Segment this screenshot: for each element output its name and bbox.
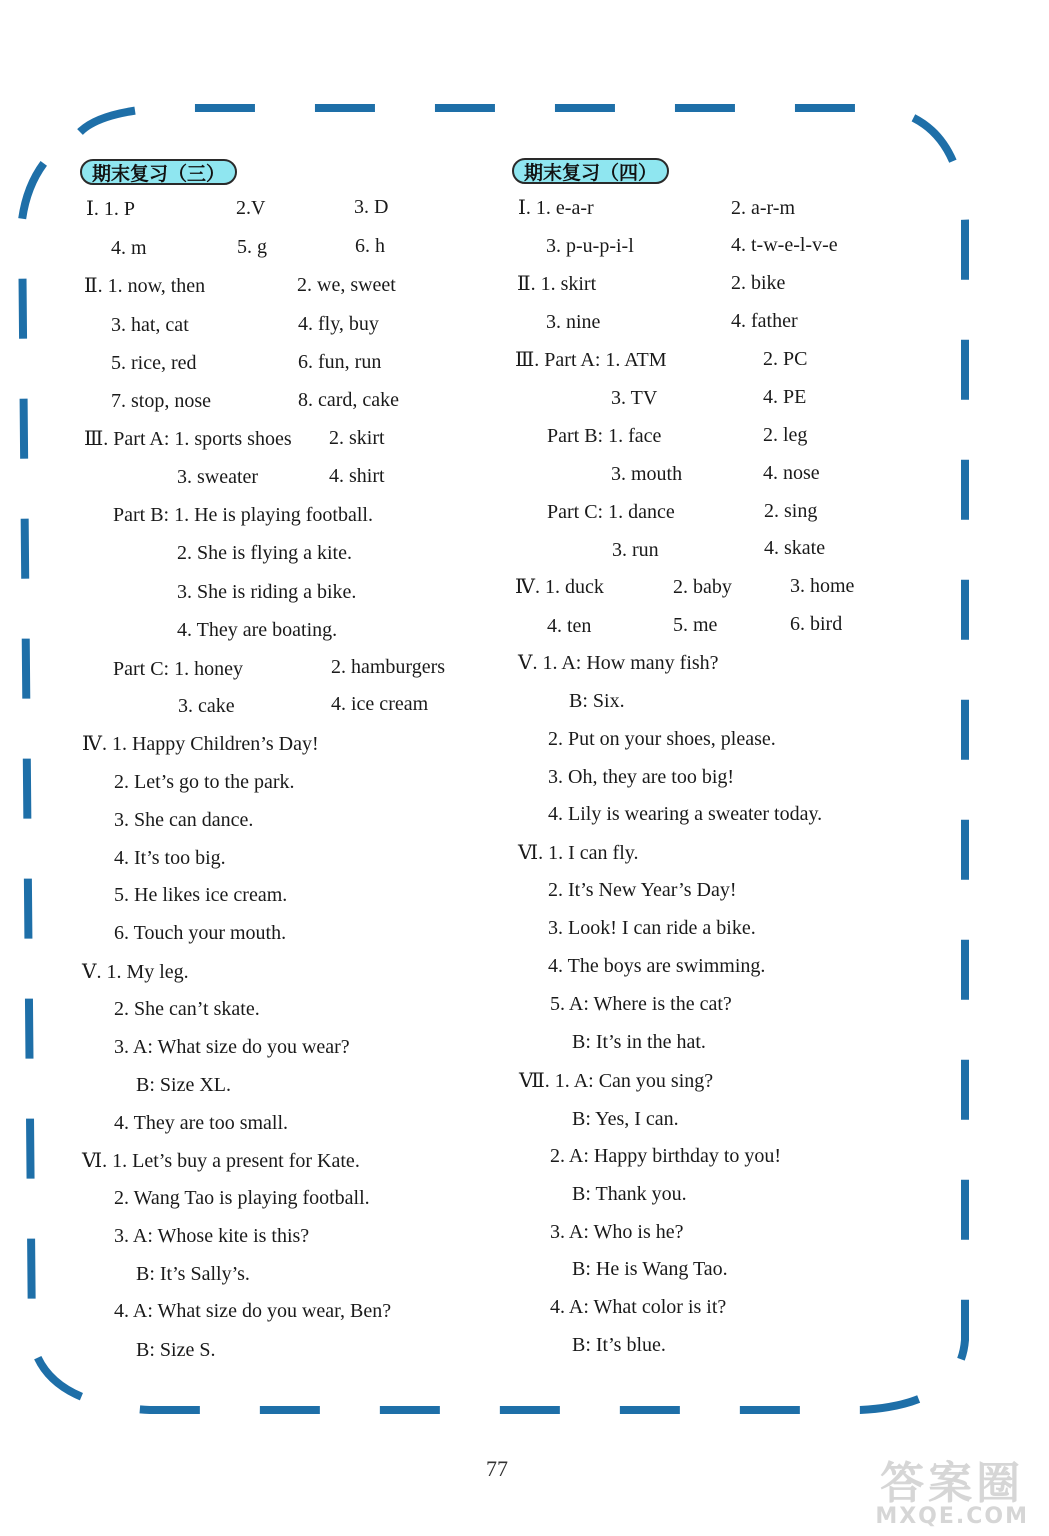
answer-line: 6. h bbox=[355, 235, 385, 257]
answer-line: B: Thank you. bbox=[572, 1183, 687, 1205]
answer-line: 2. hamburgers bbox=[331, 656, 446, 678]
answer-line: B: Six. bbox=[569, 690, 625, 712]
answer-line: Ⅲ. Part A: 1. ATM bbox=[515, 349, 667, 371]
answer-line: 2. a-r-m bbox=[731, 197, 796, 219]
answer-line: 3. A: What size do you wear? bbox=[114, 1036, 350, 1058]
watermark-logo bbox=[875, 1458, 1029, 1529]
answer-line: 3. She can dance. bbox=[114, 809, 254, 831]
watermark-en: MXQE.COM bbox=[875, 1504, 1029, 1529]
answer-line: 2. we, sweet bbox=[297, 274, 396, 296]
answer-line: 2. leg bbox=[763, 424, 808, 446]
answer-line: 2. Put on your shoes, please. bbox=[548, 728, 776, 750]
right-section-title: 期末复习（四） bbox=[512, 158, 669, 184]
answer-line: 4. Lily is wearing a sweater today. bbox=[548, 803, 823, 825]
answer-line: 5. rice, red bbox=[111, 352, 197, 374]
answer-line: 4. ten bbox=[547, 615, 592, 637]
answer-line: 4. nose bbox=[763, 462, 820, 484]
answer-line: 3. Look! I can ride a bike. bbox=[548, 917, 756, 939]
answer-line: 2. It’s New Year’s Day! bbox=[548, 879, 737, 901]
answer-line: 2. sing bbox=[764, 500, 818, 522]
answer-line: Ⅵ. 1. Let’s buy a present for Kate. bbox=[82, 1150, 360, 1172]
answer-line: 4. father bbox=[731, 310, 798, 332]
answer-line: 2. Let’s go to the park. bbox=[114, 771, 295, 793]
answer-line: Ⅰ. 1. e-a-r bbox=[518, 197, 594, 219]
answer-line: Ⅳ. 1. Happy Children’s Day! bbox=[82, 733, 319, 755]
answer-line: 4. A: What size do you wear, Ben? bbox=[114, 1300, 392, 1322]
answer-line: 3. A: Who is he? bbox=[550, 1221, 684, 1243]
answer-line: 5. g bbox=[237, 236, 267, 258]
left-section-title: 期末复习（三） bbox=[80, 159, 237, 185]
answer-line: 5. A: Where is the cat? bbox=[550, 993, 732, 1015]
answer-line: 2. She can’t skate. bbox=[114, 998, 260, 1020]
answer-line: B: Size XL. bbox=[136, 1074, 231, 1096]
answer-line: 4. shirt bbox=[329, 465, 385, 487]
answer-line: 3. She is riding a bike. bbox=[177, 581, 357, 603]
answer-line: Part C: 1. dance bbox=[547, 501, 675, 523]
answer-line: B: Yes, I can. bbox=[572, 1108, 679, 1130]
answer-line: 2.V bbox=[236, 197, 266, 219]
answer-line: Ⅰ. 1. P bbox=[86, 198, 136, 220]
answer-line: 5. He likes ice cream. bbox=[114, 884, 288, 906]
answer-line: 4. They are too small. bbox=[114, 1112, 289, 1134]
answer-line: 3. hat, cat bbox=[111, 314, 189, 336]
watermark-cn: 答案圈 bbox=[880, 1458, 1025, 1509]
answer-line: 3. D bbox=[354, 196, 389, 218]
answer-line: 2. skirt bbox=[329, 427, 385, 449]
answer-line: 3. mouth bbox=[611, 463, 683, 485]
answer-line: Ⅴ. 1. My leg. bbox=[82, 961, 189, 983]
answer-line: 3. Oh, they are too big! bbox=[548, 766, 735, 788]
answer-line: B: It’s Sally’s. bbox=[136, 1263, 250, 1285]
answer-line: 3. sweater bbox=[177, 466, 259, 488]
answer-line: 3. A: Whose kite is this? bbox=[114, 1225, 310, 1247]
answer-line: 3. p-u-p-i-l bbox=[546, 235, 634, 257]
answer-line: 6. bird bbox=[790, 613, 843, 635]
answer-line: 2. baby bbox=[673, 576, 732, 598]
answer-line: 4. skate bbox=[764, 537, 826, 559]
answer-line: 4. t-w-e-l-v-e bbox=[731, 234, 838, 256]
answer-line: 8. card, cake bbox=[298, 389, 400, 411]
answer-line: B: He is Wang Tao. bbox=[572, 1258, 728, 1280]
answer-line: 4. A: What color is it? bbox=[550, 1296, 727, 1318]
answer-line: 4. PE bbox=[763, 386, 807, 408]
answer-line: 3. TV bbox=[611, 387, 658, 409]
answer-line: Part B: 1. face bbox=[547, 425, 662, 447]
answer-line: 7. stop, nose bbox=[111, 390, 211, 412]
answer-line: Ⅲ. Part A: 1. sports shoes bbox=[84, 428, 292, 450]
answer-line: B: Size S. bbox=[136, 1339, 216, 1361]
answer-line: 6. fun, run bbox=[298, 351, 382, 373]
answer-line: 3. cake bbox=[178, 695, 235, 717]
answer-line: Ⅱ. 1. now, then bbox=[84, 275, 206, 297]
answer-line: 4. m bbox=[111, 237, 147, 259]
answer-line: B: It’s in the hat. bbox=[572, 1031, 706, 1053]
answer-line: 3. run bbox=[612, 539, 659, 561]
answer-line: Ⅵ. 1. I can fly. bbox=[518, 842, 639, 864]
answer-line: 5. me bbox=[673, 614, 718, 636]
answer-line: Ⅶ. 1. A: Can you sing? bbox=[519, 1070, 714, 1092]
answer-line: Ⅴ. 1. A: How many fish? bbox=[518, 652, 719, 674]
answer-line: 6. Touch your mouth. bbox=[114, 922, 287, 944]
answer-line: 4. They are boating. bbox=[177, 619, 338, 641]
answer-line: 2. Wang Tao is playing football. bbox=[114, 1187, 370, 1209]
answer-line: 4. ice cream bbox=[331, 693, 429, 715]
answer-line: 4. The boys are swimming. bbox=[548, 955, 766, 977]
answer-line: Part C: 1. honey bbox=[113, 658, 243, 680]
answer-line: 4. It’s too big. bbox=[114, 847, 226, 869]
answer-line: Part B: 1. He is playing football. bbox=[113, 504, 373, 526]
answer-line: 2. A: Happy birthday to you! bbox=[550, 1145, 782, 1167]
page-number: 77 bbox=[486, 1456, 508, 1481]
answer-line: 2. bike bbox=[731, 272, 786, 294]
answer-line: 2. PC bbox=[763, 348, 808, 370]
answer-line: Ⅱ. 1. skirt bbox=[517, 273, 597, 295]
answer-line: 3. home bbox=[790, 575, 855, 597]
answer-line: 4. fly, buy bbox=[298, 313, 379, 335]
answer-line: B: It’s blue. bbox=[572, 1334, 666, 1356]
answer-line: 3. nine bbox=[546, 311, 601, 333]
answer-line: 2. She is flying a kite. bbox=[177, 542, 352, 564]
answer-line: Ⅳ. 1. duck bbox=[515, 576, 604, 598]
